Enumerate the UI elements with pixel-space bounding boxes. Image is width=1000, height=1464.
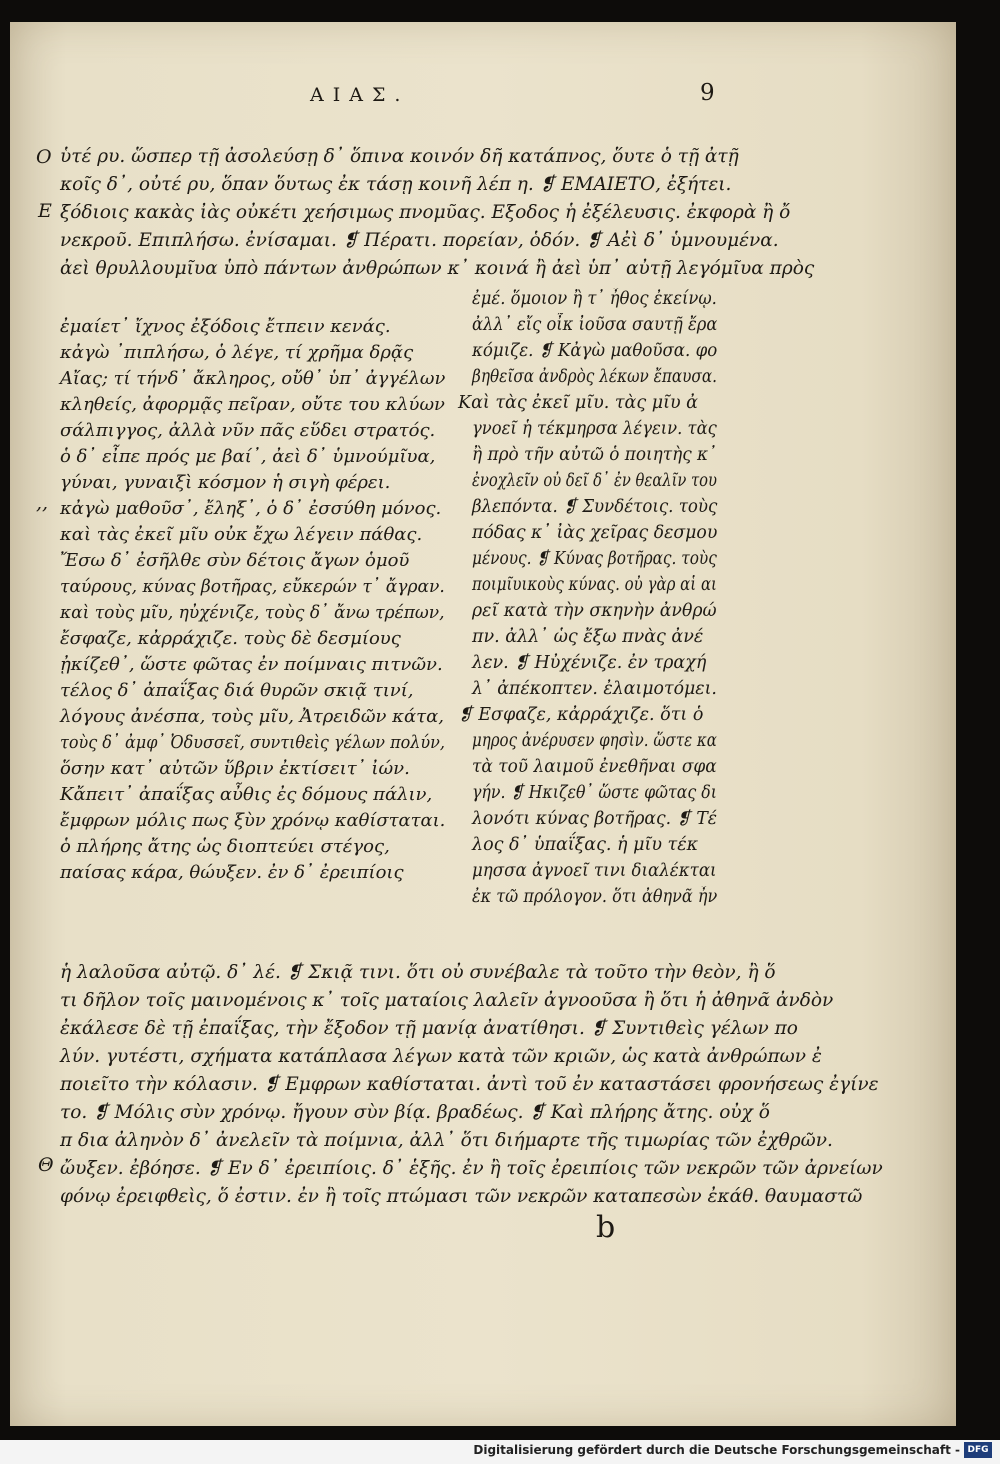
scholia-line: μένους. ❡ Κύνας βοτῆρας. τοὺς — [472, 549, 717, 569]
verse-line: ὅσην κατ᾽ αὐτῶν ὕβριν ἐκτίσειτ᾽ ἰών. — [60, 758, 410, 779]
verse-line: ἔμφρων μόλις πως ξὺν χρόνῳ καθίσταται. — [60, 810, 446, 831]
verse-line: ἐμαίετ᾽ ἴχνος ἐξόδοις ἔτπειν κενάς. — [60, 316, 391, 337]
scholia-line: λ᾽ ἀπέκοπτεν. ἐλαιμοτόμει. — [472, 679, 717, 699]
text-line: ἀεὶ θρυλλουμῖυα ὑπὸ πάντων ἀνθρώπων κ᾽ κοινά ἢ ἀεὶ ὑπ᾽ αὐτῇ λεγόμῖυα πρὸς — [60, 258, 815, 279]
scholia-line: ἐκ τῶ πρόλογον. ὅτι ἀθηνᾶ ἦν — [472, 887, 718, 907]
footer-credit: Digitalisierung gefördert durch die Deutsche Forschungsgemeinschaft - — [473, 1443, 960, 1457]
verse-line: λόγους ἀνέσπα, τοὺς μῖυ, Ἀτρειδῶν κάτα, — [60, 706, 444, 727]
text-line: λύν. γυτέστι, σχήματα κατάπλασα λέγων κατὰ τῶν κριῶν, ὡς κατὰ ἀνθρώπων ἐ — [60, 1046, 822, 1067]
scholia-line: λος δ᾽ ὑπαΐξας. ἡ μῖυ τέκ — [472, 835, 699, 855]
running-head-title: ΑΙΑΣ. — [310, 84, 410, 106]
text-line: το. ❡ Μόλις σὺν χρόνῳ. ἤγουν σὺν βίᾳ. βραδέως. ❡ Καὶ πλήρης ἄτης. οὐχ ὅ — [60, 1102, 770, 1123]
verse-line: ᾐκίζεθ᾽, ὥστε φῶτας ἐν ποίμναις πιτνῶν. — [60, 654, 443, 675]
text-line: κοῖς δ᾽, οὐτέ ρυ, ὅπαν ὅυτως ἐκ τάσῃ κοινῆ λέπ η. ❡ ΕΜΑΙΕΤΟ, ἐξήτει. — [60, 174, 732, 195]
text-line: φόνῳ ἐρειφθεὶς, ὅ ἐστιν. ἐν ἢ τοῖς πτώμασι τῶν νεκρῶν καταπεσὼν ἐκάθ. θαυμαστῶ — [60, 1186, 863, 1207]
scholia-line: πόδας κ᾽ ἰὰς χεῖρας δεσμου — [472, 523, 718, 543]
scholia-line: βλεπόντα. ❡ Συνδέτοις. τοὺς — [472, 497, 718, 517]
scholia-line: μηρος ἀνέρυσεν φησὶν. ὥστε κα — [472, 731, 717, 751]
verse-line: κἀγὼ μαθοῦσ᾽, ἔληξ᾽, ὁ δ᾽ ἐσσύθη μόνος. — [60, 498, 442, 519]
verse-line: κληθείς, ἀφορμᾷς πεῖραν, οὔτε του κλύων — [60, 394, 445, 415]
folio-number: 9 — [700, 80, 715, 106]
margin-letter-e: Ε — [38, 200, 52, 222]
scholia-line: μησσα ἀγνοεῖ τινι διαλέκται — [472, 861, 717, 881]
verse-line: ἔσφαζε, κἀρράχιζε. τοὺς δὲ δεσμίους — [60, 628, 401, 649]
verse-line: καὶ τὰς ἐκεῖ μῖυ οὐκ ἔχω λέγειν πάθας. — [60, 524, 423, 545]
verse-line: ταύρους, κύνας βοτῆρας, εὔκερών τ᾽ ἄγραν. — [60, 576, 445, 597]
verse-line: τέλος δ᾽ ἀπαΐξας διά θυρῶν σκιᾷ τινί, — [60, 680, 414, 701]
verse-line: παίσας κάρα, θώυξεν. ἐν δ᾽ ἐρειπίοις — [60, 862, 404, 883]
text-line: νεκροῦ. Επιπλήσω. ἐνίσαμαι. ❡ Πέρατι. πορείαν, ὁδόν. ❡ Αἐὶ δ᾽ ὑμνουμένα. — [60, 230, 779, 251]
scholia-line: ἐνοχλεῖν οὐ δεῖ δ᾽ ἐν θεαλῖν του — [472, 471, 717, 491]
dfg-logo: DFG — [964, 1442, 992, 1458]
scholia-line: πν. ἀλλ᾽ ὡς ἔξω πνὰς ἀνέ — [472, 627, 704, 647]
verse-line: Κἄπειτ᾽ ἀπαΐξας αὖθις ἐς δόμους πάλιν, — [60, 784, 433, 805]
text-line: ὑτέ ρυ. ὥσπερ τῇ ἀσολεύσῃ δ᾽ ὅπινα κοινόν δῆ κατάπνος, ὅυτε ὁ τῇ ἀτῇ — [60, 146, 739, 167]
margin-letter-o: Ο — [36, 146, 52, 168]
scholia-line: λεν. ❡ Ηὐχένιζε. ἐν τραχή — [472, 653, 707, 673]
scholia-line: Καὶ τὰς ἐκεῖ μῖυ. τὰς μῖυ ἀ — [458, 393, 698, 413]
text-line: ἐκάλεσε δὲ τῇ ἐπαΐξας, τὴν ἔξοδον τῇ μανίᾳ ἀνατίθησι. ❡ Συντιθεὶς γέλων πο — [60, 1018, 798, 1039]
scholia-line: κόμιζε. ❡ Κἀγὼ μαθοῦσα. φο — [472, 341, 718, 361]
scholia-line: ❡ Εσφαζε, κἀρράχιζε. ὅτι ὁ — [458, 705, 704, 725]
scholia-line: λονότι κύνας βοτῆρας. ❡ Τέ — [472, 809, 717, 829]
text-line: ἡ λαλοῦσα αὐτῷ. δ᾽ λέ. ❡ Σκιᾷ τινι. ὅτι οὐ συνέβαλε τὰ τοῦτο τὴν θεὸν, ἢ ὅ — [60, 962, 776, 983]
verse-line: κἀγὼ ᾽πιπλήσω, ὁ λέγε, τί χρῆμα δρᾷς — [60, 342, 414, 363]
margin-quote-mark: ,, — [36, 492, 49, 514]
signature-mark: b — [596, 1210, 616, 1245]
verse-line: σάλπιγγος, ἀλλὰ νῦν πᾶς εὕδει στρατός. — [60, 420, 436, 441]
verse-line: καὶ τοὺς μῖυ, ηὐχένιζε, τοὺς δ᾽ ἄνω τρέπων, — [60, 602, 445, 623]
verse-line: Ἔσω δ᾽ ἐσῆλθε σὺν δέτοις ἄγων ὁμοῦ — [60, 550, 410, 571]
scholia-line: ἀλλ᾽ εἴς οἶκ ἰοῦσα σαυτῇ ἔρα — [472, 315, 718, 335]
margin-letter-theta: Θ — [38, 1154, 54, 1176]
scholia-line: βηθεῖσα ἀνδρὸς λέκων ἔπαυσα. — [472, 367, 717, 387]
text-line: ποιεῖτο τὴν κόλασιν. ❡ Εμφρων καθίσταται. ἀντὶ τοῦ ἐν καταστάσει φρονήσεως ἐγίνε — [60, 1074, 879, 1095]
scholia-line: ρεῖ κατὰ τὴν σκηνὴν ἀνθρώ — [472, 601, 717, 621]
scholia-line: τὰ τοῦ λαιμοῦ ἐνεθῆναι σφα — [472, 757, 717, 777]
verse-line: ὁ δ᾽ εἶπε πρός με βαί᾽, ἀεὶ δ᾽ ὑμνούμῖυα, — [60, 446, 436, 467]
scholia-line: γήν. ❡ Ηκιζεθ᾽ ὥστε φῶτας δι — [472, 783, 717, 803]
scholia-line: γνοεῖ ἡ τέκμηρσα λέγειν. τὰς — [472, 419, 717, 439]
text-line: ξόδιοις κακὰς ἰὰς οὐκέτι χεήσιμως πνομῦας. Εξοδος ἡ ἐξέλευσις. ἐκφορὰ ἢ ὄ — [60, 202, 791, 223]
text-line: ὤυξεν. ἐβόησε. ❡ Εν δ᾽ ἐρειπίοις. δ᾽ ἑξῆς. ἐν ἢ τοῖς ἐρειπίοις τῶν νεκρῶν τῶν ἀρνείων — [60, 1158, 883, 1179]
text-line: π δια ἀληνὸν δ᾽ ἀνελεῖν τὰ ποίμνια, ἀλλ᾽ ὅτι διήμαρτε τῆς τιμωρίας τῶν ἐχθρῶν. — [60, 1130, 833, 1151]
scholia-line: ἢ πρὸ τῆν αὐτῶ ὁ ποιητὴς κ᾽ — [472, 445, 717, 465]
verse-line: ὁ πλήρης ἄτης ὡς διοπτεύει στέγος, — [60, 836, 390, 857]
text-line: τι δῆλον τοῖς μαινομένοις κ᾽ τοῖς ματαίοις λαλεῖν ἀγνοοῦσα ἢ ὅτι ἡ ἀθηνᾶ ἀνδὸν — [60, 990, 834, 1011]
scholia-line: ἐμέ. ὅμοιον ἢ τ᾽ ἦθος ἐκείνῳ. — [472, 289, 717, 309]
verse-line: τοὺς δ᾽ ἀμφ᾽ Ὀδυσσεῖ, συντιθεὶς γέλων πολύν, — [60, 732, 445, 753]
verse-line: Αἴας; τί τήνδ᾽ ἄκληρος, οὔθ᾽ ὑπ᾽ ἀγγέλων — [60, 368, 446, 389]
scholia-line: ποιμῖυικοὺς κύνας. οὐ γὰρ αἱ αι — [472, 575, 717, 595]
verse-line: γύναι, γυναιξὶ κόσμον ἡ σιγὴ φέρει. — [60, 472, 391, 493]
